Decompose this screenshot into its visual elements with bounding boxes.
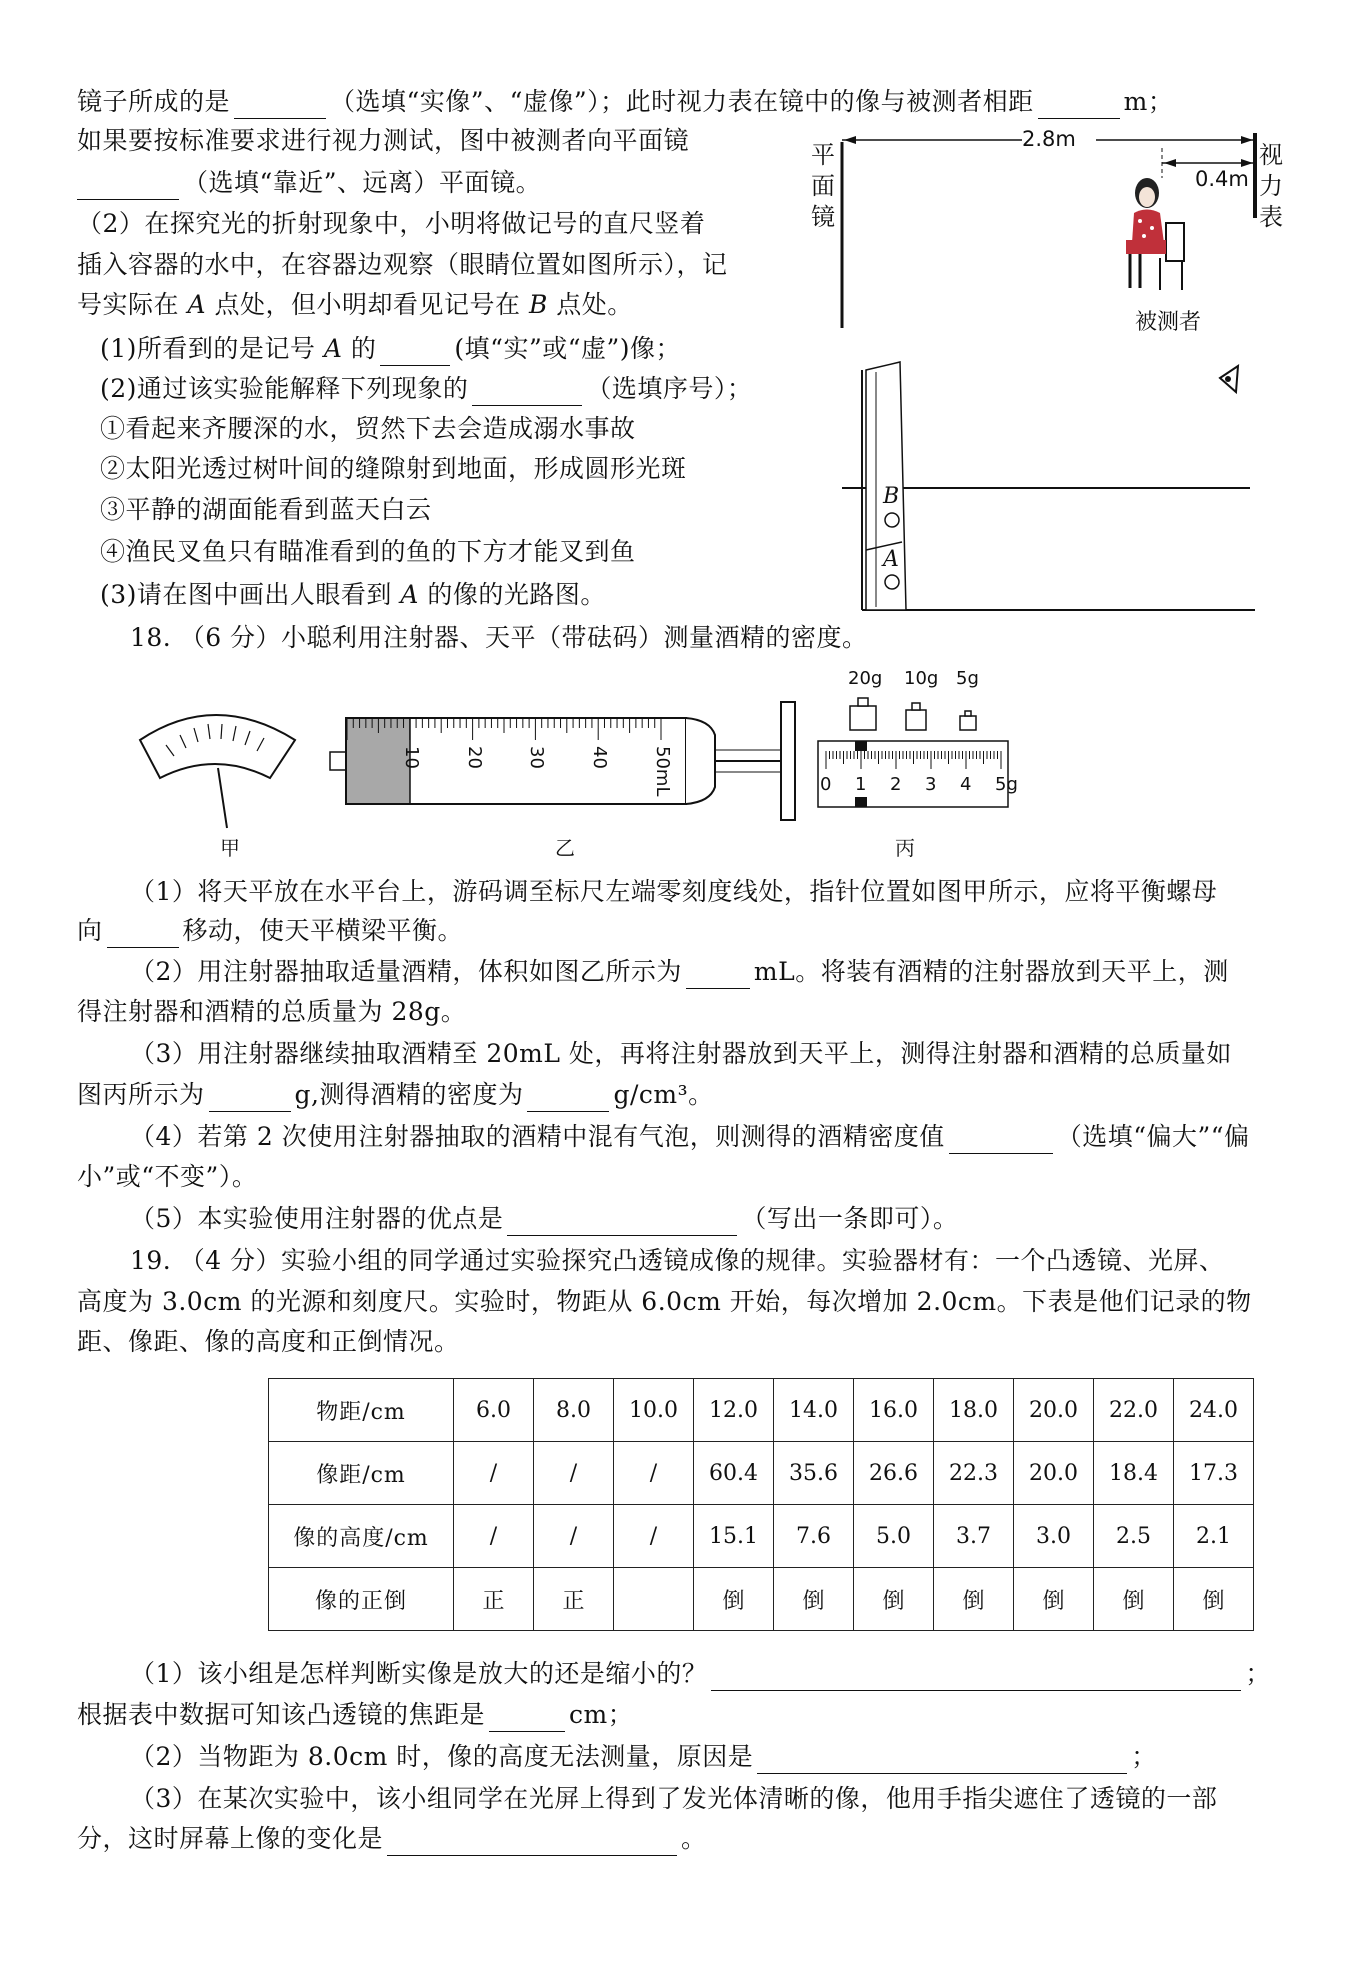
answer-blank[interactable] <box>949 1127 1053 1154</box>
q17-line3: （选填“靠近”、远离）平面镜。 <box>77 166 541 200</box>
q17-option-1: ①看起来齐腰深的水，贸然下去会造成溺水事故 <box>100 414 636 443</box>
table-cell: 26.6 <box>854 1442 934 1505</box>
table-cell: 14.0 <box>774 1379 854 1442</box>
lens-data-table <box>268 1378 1254 1631</box>
q18-p4c: 小”或“不变”）。 <box>77 1162 258 1191</box>
answer-blank[interactable] <box>234 92 326 119</box>
table-cell: 倒 <box>774 1568 854 1631</box>
table-cell: 18.0 <box>934 1379 1014 1442</box>
q18-p4a: （4）若第 2 次使用注射器抽取的酒精中混有气泡，则测得的酒精密度值 （选填“偏大”“偏 <box>130 1120 1250 1154</box>
table-cell: / <box>614 1442 694 1505</box>
label-plane-mirror: 平面镜 <box>811 141 835 231</box>
q18-p3a: （3）用注射器继续抽取酒精至 20mL 处，再将注射器放到天平上，测得注射器和酒精的总质量如 <box>130 1039 1232 1068</box>
table-cell: 16.0 <box>854 1379 934 1442</box>
answer-blank[interactable] <box>209 1085 291 1112</box>
q18-p1a: （1）将天平放在水平台上，游码调至标尺左端零刻度线处，指针位置如图甲所示，应将平衡螺母 <box>130 877 1218 906</box>
mark-A-circle <box>885 575 899 589</box>
mark-B-circle <box>885 513 899 527</box>
q17-p2-line1: （2）在探究光的折射现象中，小明将做记号的直尺竖着 <box>77 209 706 238</box>
q17-sub1: (1)所看到的是记号 A 的 (填“实”或“虚”)像； <box>100 332 681 366</box>
table-cell: 3.0 <box>1014 1505 1094 1568</box>
table-row-header: 像的高度/cm <box>269 1505 454 1568</box>
q17-option-2: ②太阳光透过树叶间的缝隙射到地面，形成圆形光斑 <box>100 454 687 483</box>
answer-blank[interactable] <box>757 1747 1127 1774</box>
syringe-tick-label: 10 <box>400 746 422 769</box>
weight-label: 20g <box>848 668 883 689</box>
label-yi: 乙 <box>555 836 575 860</box>
table-cell <box>614 1568 694 1631</box>
table-row-header: 物距/cm <box>269 1379 454 1442</box>
table-cell: / <box>534 1442 614 1505</box>
label-dist-small: 0.4m <box>1195 167 1249 191</box>
table-cell: 倒 <box>694 1568 774 1631</box>
answer-blank[interactable] <box>77 173 179 200</box>
q17-option-4: ④渔民叉鱼只有瞄准看到的鱼的下方才能叉到鱼 <box>100 537 636 566</box>
label-eye-chart: 视力表 <box>1259 141 1283 231</box>
table-cell: 倒 <box>854 1568 934 1631</box>
table-cell: / <box>614 1505 694 1568</box>
rider-scale <box>818 741 1008 807</box>
table-cell: 18.4 <box>1094 1442 1174 1505</box>
rider-bottom <box>855 797 867 807</box>
weight-label: 10g <box>904 668 939 689</box>
q17-p2-line3: 号实际在 A 点处，但小明却看见记号在 B 点处。 <box>77 290 633 319</box>
seated-person-icon <box>1126 178 1184 290</box>
table-row <box>269 1379 1254 1442</box>
q17-option-3: ③平静的湖面能看到蓝天白云 <box>100 495 432 524</box>
q19-title-b: 高度为 3.0cm 的光源和刻度尺。实验时，物距从 6.0cm 开始，每次增加 2.0cm。下表是他们记录的物 <box>77 1287 1252 1316</box>
label-person: 被测者 <box>1135 310 1202 335</box>
table-cell: 20.0 <box>1014 1442 1094 1505</box>
table-cell: 15.1 <box>694 1505 774 1568</box>
table-cell: 5.0 <box>854 1505 934 1568</box>
q19-p3b: 分，这时屏幕上像的变化是 。 <box>77 1822 707 1856</box>
table-cell: 3.7 <box>934 1505 1014 1568</box>
rider-top <box>855 741 867 751</box>
table-row <box>269 1568 1254 1631</box>
answer-blank[interactable] <box>1038 92 1120 119</box>
table-cell: 7.6 <box>774 1505 854 1568</box>
answer-blank[interactable] <box>527 1085 609 1112</box>
weight-label: 5g <box>956 668 979 689</box>
scale-tick-label: 1 <box>855 774 867 795</box>
q17-p2-line2: 插入容器的水中，在容器边观察（眼睛位置如图所示），记 <box>77 250 728 279</box>
ruler-in-water-figure <box>840 360 1260 620</box>
q17-line1: 镜子所成的是 （选填“实像”、“虚像”）；此时视力表在镜中的像与被测者相距 m； <box>77 85 1173 119</box>
table-cell: / <box>534 1505 614 1568</box>
q18-figures <box>130 660 1030 840</box>
table-cell: 17.3 <box>1174 1442 1254 1505</box>
syringe-tick-label: 40 <box>589 746 611 769</box>
table-row-header: 像的正倒 <box>269 1568 454 1631</box>
table-cell: 倒 <box>1174 1568 1254 1631</box>
table-row <box>269 1442 1254 1505</box>
scale-tick-label: 2 <box>890 774 902 795</box>
answer-blank[interactable] <box>686 962 750 989</box>
answer-blank[interactable] <box>489 1705 565 1732</box>
q19-title-c: 距、像距、像的高度和正倒情况。 <box>77 1327 460 1356</box>
table-row <box>269 1505 1254 1568</box>
q19-p1a: （1）该小组是怎样判断实像是放大的还是缩小的？ ； <box>130 1657 1271 1691</box>
table-cell: 正 <box>534 1568 614 1631</box>
label-dist-total: 2.8m <box>1022 127 1076 151</box>
table-cell: 倒 <box>1094 1568 1174 1631</box>
eye-icon <box>1220 366 1238 392</box>
table-cell: 60.4 <box>694 1442 774 1505</box>
q18-p3b: 图丙所示为 g,测得酒精的密度为 g/cm³。 <box>77 1078 714 1112</box>
scale-tick-label: 0 <box>820 774 832 795</box>
scale-tick-label: 5g <box>995 774 1018 795</box>
answer-blank[interactable] <box>387 1829 677 1856</box>
table-cell: 6.0 <box>454 1379 534 1442</box>
syringe-tick-label: 30 <box>526 746 548 769</box>
scale-tick-label: 4 <box>960 774 972 795</box>
label-mark-A: A <box>883 547 899 572</box>
table-cell: 倒 <box>934 1568 1014 1631</box>
q18-p2a: （2）用注射器抽取适量酒精，体积如图乙所示为 mL。将装有酒精的注射器放到天平上，测 <box>130 955 1229 989</box>
scale-tick-label: 3 <box>925 774 937 795</box>
table-cell: 22.0 <box>1094 1379 1174 1442</box>
q19-p3a: （3）在某次实验中，该小组同学在光屏上得到了发光体清晰的像，他用手指尖遮住了透镜的一部 <box>130 1784 1218 1813</box>
syringe-tick-label: 50mL <box>652 746 673 797</box>
table-cell: 8.0 <box>534 1379 614 1442</box>
table-cell: 倒 <box>1014 1568 1094 1631</box>
label-mark-B: B <box>883 484 900 509</box>
table-cell: 20.0 <box>1014 1379 1094 1442</box>
table-cell: 35.6 <box>774 1442 854 1505</box>
table-cell: 正 <box>454 1568 534 1631</box>
mirror-distance-figure <box>800 118 1300 338</box>
table-cell: 22.3 <box>934 1442 1014 1505</box>
q19-p1c: 根据表中数据可知该凸透镜的焦距是 cm； <box>77 1698 633 1732</box>
table-cell: 2.1 <box>1174 1505 1254 1568</box>
weights-icons <box>850 698 976 730</box>
label-jia: 甲 <box>220 836 240 860</box>
q18-p2c: 得注射器和酒精的总质量为 28g。 <box>77 997 467 1026</box>
q18-p1b: 向 移动，使天平横梁平衡。 <box>77 914 463 948</box>
q17-line2: 如果要按标准要求进行视力测试，图中被测者向平面镜 <box>77 126 690 155</box>
syringe-figure <box>330 702 795 820</box>
answer-blank[interactable] <box>107 921 179 948</box>
balance-pointer <box>218 768 227 828</box>
syringe-tick-label: 20 <box>463 746 485 769</box>
q18-p5: （5）本实验使用注射器的优点是 （写出一条即可）。 <box>130 1202 958 1236</box>
q17-sub3: (3)请在图中画出人眼看到 A 的像的光路图。 <box>100 580 606 609</box>
table-cell: / <box>454 1505 534 1568</box>
q19-p2: （2）当物距为 8.0cm 时，像的高度无法测量，原因是 ； <box>130 1740 1157 1774</box>
table-cell: 24.0 <box>1174 1379 1254 1442</box>
table-cell: 2.5 <box>1094 1505 1174 1568</box>
q17-sub2: (2)通过该实验能解释下列现象的 （选填序号）； <box>100 372 752 406</box>
q18-title: 18. （6 分）小聪利用注射器、天平（带砝码）测量酒精的密度。 <box>130 623 868 652</box>
table-cell: 10.0 <box>614 1379 694 1442</box>
table-cell: 12.0 <box>694 1379 774 1442</box>
answer-blank[interactable] <box>380 339 450 366</box>
q19-title-a: 19. （4 分）实验小组的同学通过实验探究凸透镜成像的规律。实验器材有：一个凸透镜、光屏、 <box>130 1246 1225 1275</box>
balance-pointer-dial <box>140 715 295 828</box>
answer-blank[interactable] <box>507 1209 737 1236</box>
label-bing: 丙 <box>895 836 915 860</box>
answer-blank[interactable] <box>472 379 582 406</box>
table-row-header: 像距/cm <box>269 1442 454 1505</box>
table-cell: / <box>454 1442 534 1505</box>
answer-blank[interactable] <box>711 1664 1241 1691</box>
